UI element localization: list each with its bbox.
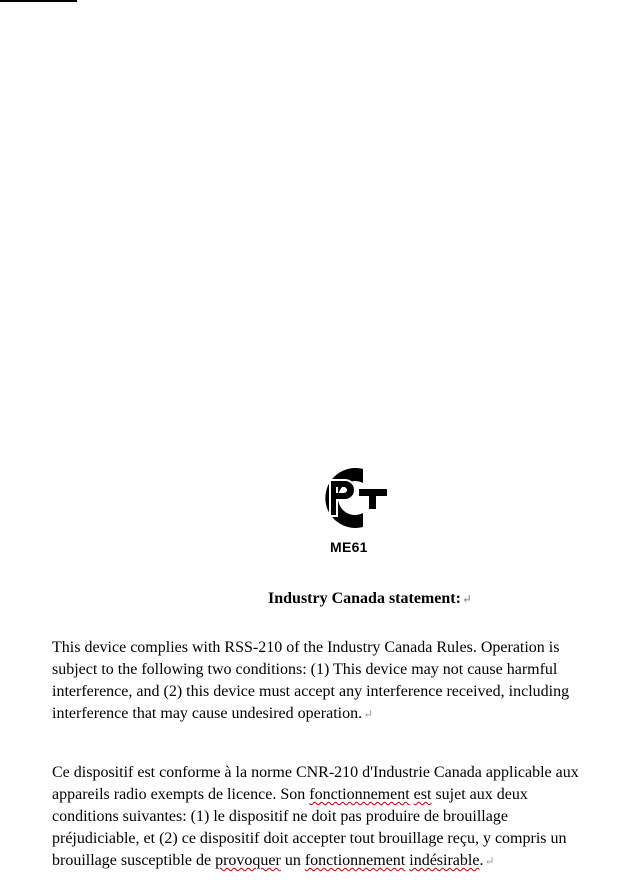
- paragraph-mark: ↵: [461, 592, 472, 606]
- paragraph-english: [52, 637, 637, 725]
- paragraph-line: This device complies with RSS-210 of the Industry Canada Rules. Operation is: [52, 639, 560, 656]
- gost-r-certification-mark-icon: [311, 463, 389, 533]
- paragraph-line: [52, 703, 637, 725]
- paragraph-line: subject to the following two conditions: (1) This device may not cause harmful: [52, 661, 558, 678]
- paragraph-mark: ↵: [363, 707, 374, 721]
- paragraph-french: [52, 762, 637, 872]
- logo-code: ME61: [330, 539, 368, 555]
- page-heading: [0, 590, 637, 608]
- spellcheck-word[interactable]: fonctionnement: [309, 786, 410, 803]
- paragraph-line: [52, 850, 637, 872]
- line-segment: brouillage susceptible de: [52, 852, 216, 869]
- top-rule: [0, 0, 77, 2]
- paragraph-line: [52, 784, 637, 806]
- line-segment: un: [280, 852, 305, 869]
- line-segment: .: [479, 852, 484, 869]
- line-segment: sujet aux deux: [431, 786, 528, 803]
- certification-logo: [290, 463, 410, 555]
- spellcheck-word[interactable]: indésirable: [409, 852, 480, 869]
- spellcheck-word[interactable]: est: [413, 786, 432, 803]
- line-segment: appareils radio exempts de licence. Son: [52, 786, 310, 803]
- paragraph-line: préjudiciable, et (2) ce dispositif doit accepter tout brouillage reçu, y compris un: [52, 830, 567, 847]
- paragraph-line: interference, and (2) this device must accept any interference received, including: [52, 683, 570, 700]
- paragraph-line: Ce dispositif est conforme à la norme CNR-210 d'Industrie Canada applicable aux: [52, 764, 579, 781]
- paragraph-line: conditions suivantes: (1) le dispositif ne doit pas produire de brouillage: [52, 808, 508, 825]
- spellcheck-word[interactable]: provoquer: [215, 852, 281, 869]
- paragraph-line-text: interference that may cause undesired operation.: [52, 705, 363, 722]
- spellcheck-word[interactable]: fonctionnement: [304, 852, 406, 869]
- heading-text: Industry Canada statement:: [268, 590, 461, 607]
- paragraph-mark: ↵: [484, 854, 495, 868]
